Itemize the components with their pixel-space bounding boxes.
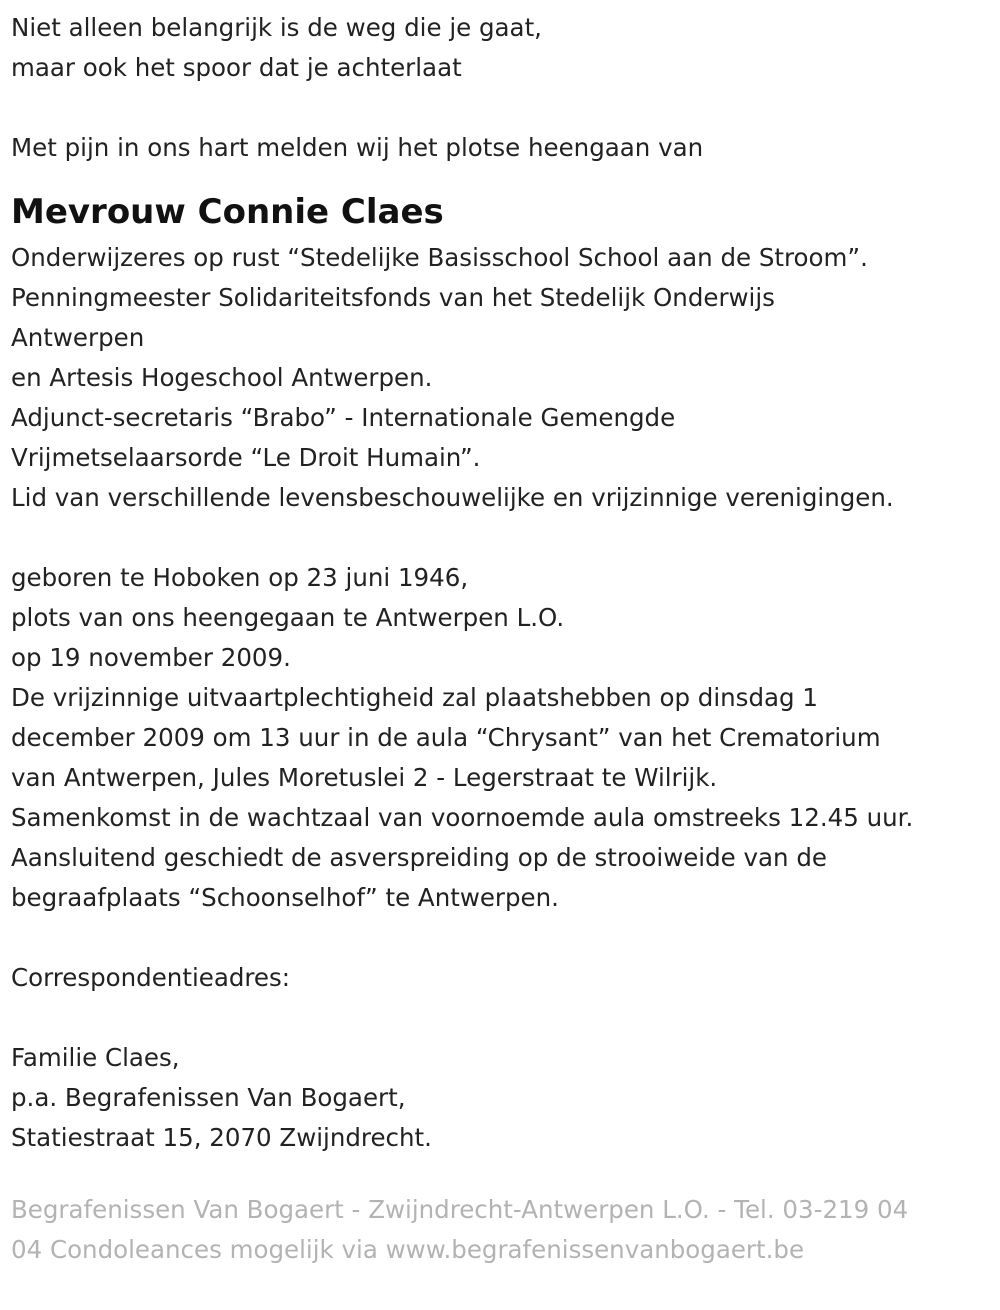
roles: [11, 238, 1000, 518]
detail-line: begraafplaats “Schoonselhof” te Antwerpen.: [11, 883, 559, 912]
address-line: Statiestraat 15, 2070 Zwijndrecht.: [11, 1123, 432, 1152]
address-line: p.a. Begrafenissen Van Bogaert,: [11, 1083, 406, 1112]
role-line: Antwerpen: [11, 323, 145, 352]
spacer: [11, 88, 1000, 128]
spacer: [11, 518, 1000, 558]
announcement: Met pijn in ons hart melden wij het plotse heengaan van: [11, 133, 704, 162]
detail-line: Aansluitend geschiedt de asverspreiding op de strooiweide van de: [11, 843, 827, 872]
deceased-name: Mevrouw Connie Claes: [11, 192, 444, 232]
role-line: Vrijmetselaarsorde “Le Droit Humain”.: [11, 443, 481, 472]
spacer: [11, 918, 1000, 958]
footer-line: 04 Condoleances mogelijk via www.begrafenissenvanbogaert.be: [11, 1235, 805, 1264]
address-line: Familie Claes,: [11, 1043, 180, 1072]
detail-line: december 2009 om 13 uur in de aula “Chrysant” van het Crematorium: [11, 723, 881, 752]
address: [11, 1038, 1000, 1158]
role-line: Lid van verschillende levensbeschouwelijke en vrijzinnige verenigingen.: [11, 483, 894, 512]
spacer: [11, 998, 1000, 1038]
details: [11, 558, 1000, 918]
detail-line: Samenkomst in de wachtzaal van voornoemde aula omstreeks 12.45 uur.: [11, 803, 914, 832]
poem: [11, 8, 1000, 88]
detail-line: plots van ons heengegaan te Antwerpen L.O.: [11, 603, 565, 632]
detail-line: op 19 november 2009.: [11, 643, 291, 672]
footer-line: Begrafenissen Van Bogaert - Zwijndrecht-Antwerpen L.O. - Tel. 03-219 04: [11, 1195, 909, 1224]
role-line: en Artesis Hogeschool Antwerpen.: [11, 363, 433, 392]
role-line: Adjunct-secretaris “Brabo” - Internationale Gemengde: [11, 403, 676, 432]
detail-line: geboren te Hoboken op 23 juni 1946,: [11, 563, 469, 592]
detail-line: van Antwerpen, Jules Moretuslei 2 - Legerstraat te Wilrijk.: [11, 763, 718, 792]
footer: [11, 1190, 1000, 1270]
detail-line: De vrijzinnige uitvaartplechtigheid zal plaatshebben op dinsdag 1: [11, 683, 818, 712]
poem-line: maar ook het spoor dat je achterlaat: [11, 53, 462, 82]
correspondence-label: Correspondentieadres:: [11, 963, 291, 992]
role-line: Penningmeester Solidariteitsfonds van het Stedelijk Onderwijs: [11, 283, 775, 312]
role-line: Onderwijzeres op rust “Stedelijke Basisschool School aan de Stroom”.: [11, 243, 868, 272]
poem-line: Niet alleen belangrijk is de weg die je gaat,: [11, 13, 542, 42]
